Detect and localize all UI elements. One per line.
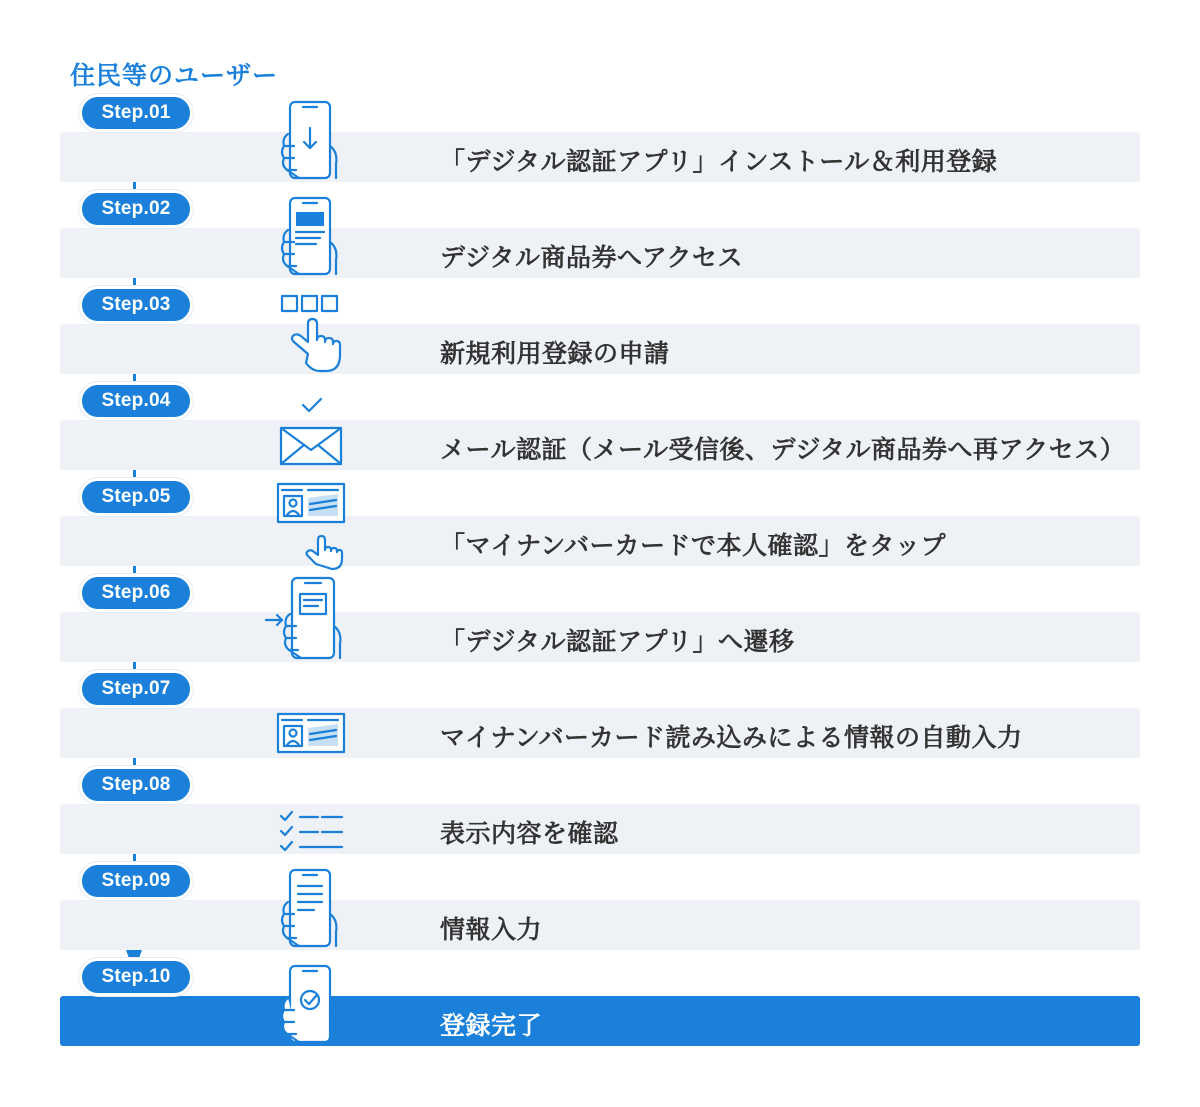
id-card-tap-icon	[272, 460, 352, 566]
step-04	[0, 364, 1200, 464]
step-label: 「デジタル認証アプリ」へ遷移	[440, 627, 795, 656]
phone-browser-icon	[272, 172, 352, 278]
step-03	[0, 268, 1200, 368]
step-badge: Step.02	[79, 190, 193, 228]
step-01	[0, 76, 1200, 176]
step-badge: Step.03	[79, 286, 193, 324]
step-05	[0, 460, 1200, 560]
step-badge: Step.07	[79, 670, 193, 708]
step-badge: Step.10	[79, 958, 193, 996]
section-heading: 住民等のユーザー	[70, 61, 279, 90]
step-09	[0, 844, 1200, 944]
step-label: 新規利用登録の申請	[440, 339, 670, 368]
step-badge: Step.06	[79, 574, 193, 612]
step-08	[0, 748, 1200, 848]
step-badge: Step.01	[79, 94, 193, 132]
mail-icon	[272, 364, 352, 470]
step-badge: Step.05	[79, 478, 193, 516]
phone-form-icon	[272, 844, 352, 950]
step-badge: Step.04	[79, 382, 193, 420]
step-02	[0, 172, 1200, 272]
checklist-icon	[272, 748, 352, 854]
step-07	[0, 652, 1200, 752]
step-label: 情報入力	[440, 915, 543, 944]
step-label: デジタル商品券へアクセス	[440, 243, 744, 272]
step-label: 登録完了	[440, 1011, 543, 1040]
phone-transition-icon	[272, 556, 352, 662]
step-label: 表示内容を確認	[440, 819, 619, 848]
phone-download-icon	[272, 76, 352, 182]
step-label: 「デジタル認証アプリ」インストール＆利用登録	[440, 147, 998, 176]
step-bar	[60, 996, 1140, 1046]
step-badge: Step.08	[79, 766, 193, 804]
step-label: マイナンバーカード読み込みによる情報の自動入力	[440, 723, 1023, 752]
step-label: 「マイナンバーカードで本人確認」をタップ	[440, 531, 947, 560]
phone-complete-icon	[272, 940, 352, 1046]
tap-hand-icon	[272, 268, 352, 374]
step-06	[0, 556, 1200, 656]
step-label: メール認証（メール受信後、デジタル商品券へ再アクセス）	[440, 435, 1126, 464]
step-10	[0, 940, 1200, 1040]
id-card-icon	[272, 652, 352, 758]
step-badge: Step.09	[79, 862, 193, 900]
